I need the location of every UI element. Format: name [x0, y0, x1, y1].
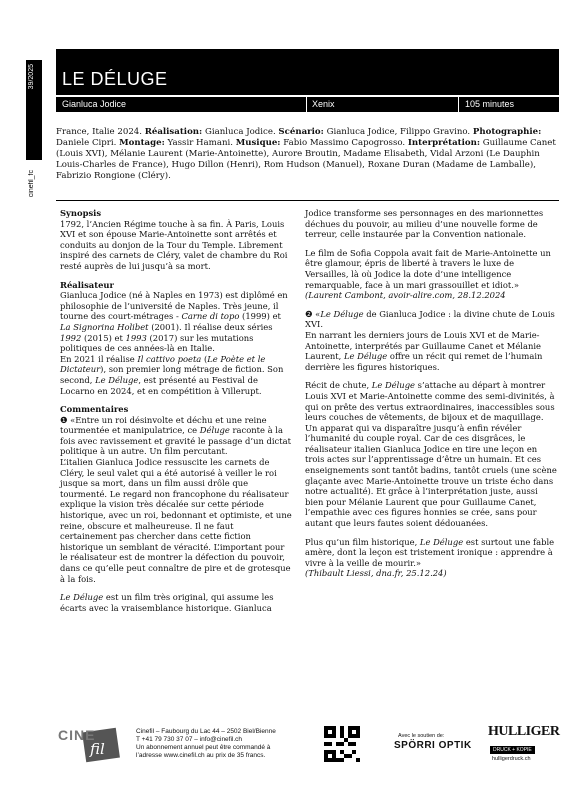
title-bar — [56, 49, 559, 95]
credit-label: Interprétation: — [407, 138, 481, 148]
svg-text:fil: fil — [90, 740, 105, 758]
comment-2-source: (Thibault Liessi, dna.fr, 25.12.24) — [305, 568, 447, 579]
credit-label: Montage: — [119, 138, 165, 148]
meta-divider — [306, 97, 307, 112]
comment-1-paragraph: L’italien Gianluca Jodice ressuscite les carnets de Cléry, le seul valet qui a été autorisé à veiller le roi jusque sa mort, dans un film aussi drôle que tourmenté. Le regard non francophone du réalisateur explique la vision très décalée sur cette période historique, avec un roi, bedonnant et optimiste, et une reine, obscure et malheureuse. Il ne faut certainement pas chercher dans cette fiction historique un semblant de véracité. L’important pour le réalisateur est de montrer la défection du pouvoir, dans ce qu’elle peut connaître de pire et de grotesque à la fois. — [60, 457, 292, 584]
credit-label: Photographie: — [472, 127, 542, 137]
synopsis-text: 1792, l’Ancien Régime touche à sa fin. À Paris, Louis XVI et son épouse Marie-Antoinette sont arrêtés et conduits au donjon de la Tour du Temple. Librement inspiré des carnets de Cléry, valet de chambre du Roi resté auprès de lui jusqu’à sa mort. — [60, 218, 288, 271]
qr-code — [324, 726, 360, 762]
support-label: Avec le soutien de: — [398, 733, 445, 739]
credits-block — [56, 127, 556, 182]
sponsor-sporri-logo: SPÖRRI OPTIK — [394, 740, 472, 751]
credit-value: Yassir Hamani. — [164, 138, 236, 148]
footer — [56, 722, 559, 768]
comment-1-coppola: Le film de Sofia Coppola avait fait de Marie-Antoinette un être glamour, épris de liberté à travers le luxe de Versailles, là où Jodice la dote d’une intelligence remarquable, face à un mari grassouillet et idiot.» — [305, 247, 551, 290]
comments-heading: Commentaires — [60, 404, 129, 415]
comment-1-text: ❶ «Entre un roi désinvolte et déchu et une reine tourmentée et manipulatrice, ce Déluge raconte à la fois avec ravissement et gravité le passage d’un dictat politique à un autre. Un film percutant. — [60, 414, 291, 457]
circled-number-1-icon: ❶ — [60, 414, 68, 425]
svg-text:CINE: CINE — [58, 727, 96, 743]
sponsor-hulliger-logo: HULLIGER DRUCK + KOPIE hulligerdruck.ch — [488, 724, 560, 762]
contact-address: Cinefil – Faubourg du Lac 44 – 2502 Biel/Bienne T +41 79 730 37 07 – info@cinefil.ch Un abonnement annuel peut être commandé à l’adresse www.cinefil.ch au prix de 35 francs. — [136, 728, 276, 759]
comment-1-source: (Laurent Cambont, avoir-alire.com, 28.12.2024 — [305, 290, 506, 301]
side-brand: cinefil_fc — [28, 170, 35, 198]
comment-2-paragraph: En narrant les derniers jours de Louis XVI et de Marie-Antoinette, interprétés par Guillaume Canet et Mélanie Laurent, Le Déluge offre un récit qui remet de l’humain derrière les figures historiques. — [305, 329, 543, 372]
comment-2-paragraph: Récit de chute, Le Déluge s’attache au départ à montrer Louis XVI et Marie-Antoinette comme des semi-divinités, à qui on prête des vertus extraordinaires, inaccessibles sous leurs couches de vêtements, de bijoux et de maquillage. Un apparat qui va disparaître jusqu’à enfin révéler l’humanité du couple royal. Car de ces disgrâces, le réalisateur italien Gianluca Jodice en tire une leçon en trois actes sur l’apprentissage d’être un humain. Et ces enseignements sont tantôt badins, tantôt cruels (une scène glaçante avec Marie-Antoinette trouve un triste écho dans notre actualité). Et grâce à l’interprétation juste, aussi bien pour Mélanie Laurent que pour Guillaume Canet, l’empathie avec ces figures honnies se crée, sans pour autant que leurs fautes soient dédouanées. — [305, 380, 557, 529]
credit-label: Réalisation: — [144, 127, 203, 137]
director-bio: Gianluca Jodice (né à Naples en 1973) est diplômé en philosophie de l’université de Naples. Très jeune, il tourne des court-métrages - Carne di topo (1999) et La Signorina Holibet (2001). Il réalise deux séries 1992 (2015) et 1993 (2017) sur les mutations politiques de ces années-là en Italie. — [60, 290, 288, 354]
left-column — [60, 208, 292, 621]
director-bio-2: En 2021 il réalise Il cattivo poeta (Le Poète et le Dictateur), son premier long métrage de fiction. Son second, Le Déluge, est présenté au Festival de Locarno en 2024, et en compétition à Villerupt. — [60, 353, 284, 396]
meta-distributor: Xenix — [312, 99, 335, 109]
comment-1-paragraph: Le Déluge est un film très original, qui assume les écarts avec la vraisemblance historique. Gianluca — [60, 592, 274, 613]
credit-value: Guillaume Canet (Louis XVI), Mélanie Laurent (Marie-Antoinette), Aurore Broutin, Madame Elisabeth, Vidal Arzoni (Le Dauphin Louis-Charles de France), Hugo Dillon (Henri), Rom Hudson (Manuel), Roxane Duran (Madame de Lamballe), Fabrizio Rongione (Cléry). — [56, 138, 556, 181]
credit-value: Gianluca Jodice. — [202, 127, 279, 137]
comment-2-paragraph: Plus qu’un film historique, Le Déluge est surtout une fable amère, dont la leçon est tristement ironique : apprendre à vivre à la veille de mourir.» — [305, 536, 555, 568]
issue-number: 39/2025 — [28, 64, 35, 90]
circled-number-2-icon: ❷ — [305, 308, 313, 319]
credit-label: Scénario: — [278, 127, 324, 137]
credit-value: Gianluca Jodice, Filippo Gravino. — [323, 127, 473, 137]
right-column — [305, 208, 557, 587]
meta-director: Gianluca Jodice — [62, 99, 127, 109]
comment-1-continued: Jodice transforme ses personnages en des marionnettes déchues du pouvoir, au milieu d’une nouvelle forme de terreur, celle instaurée par la Convention nationale. — [305, 208, 544, 240]
credit-value: Daniele Cipri. — [56, 138, 120, 148]
director-heading: Réalisateur — [60, 279, 114, 290]
credit-label: Musique: — [235, 138, 281, 148]
cinefil-logo — [56, 724, 126, 764]
section-divider — [56, 200, 559, 201]
meta-divider — [458, 97, 459, 112]
meta-bar — [56, 97, 559, 112]
credits-lead: France, Italie 2024. — [56, 127, 145, 137]
film-title: LE DÉLUGE — [62, 69, 168, 89]
comment-2-heading: ❷ «Le Déluge de Gianluca Jodice : la divine chute de Louis XVI. — [305, 308, 555, 330]
meta-duration: 105 minutes — [465, 99, 515, 109]
synopsis-heading: Synopsis — [60, 208, 102, 218]
credit-value: Fabio Massimo Capogrosso. — [280, 138, 408, 148]
